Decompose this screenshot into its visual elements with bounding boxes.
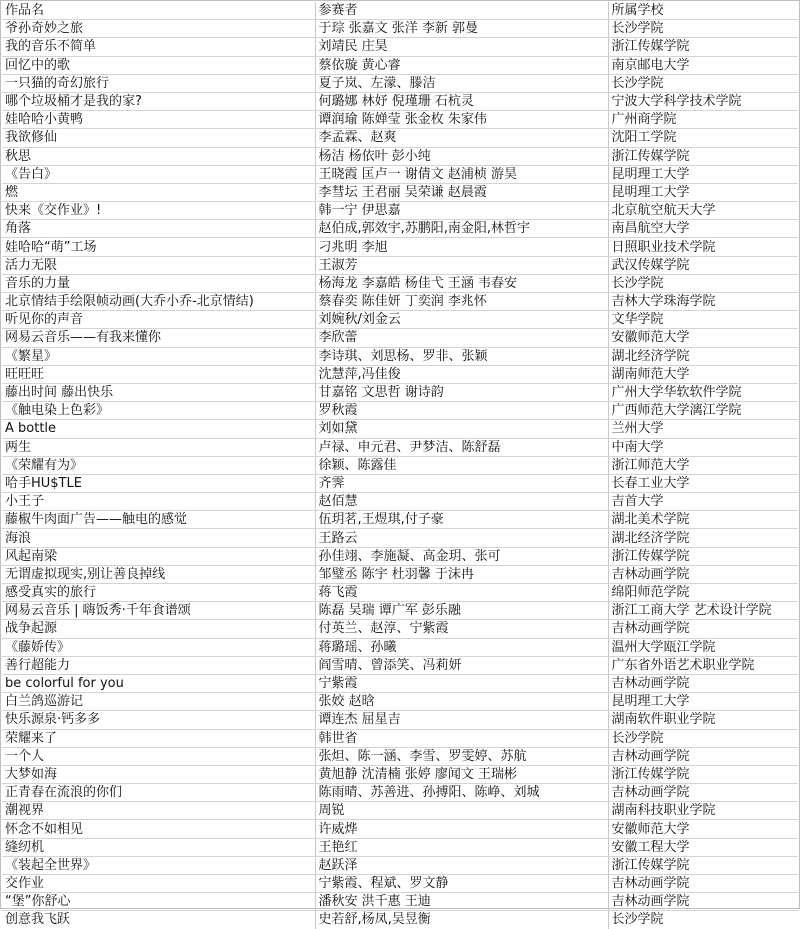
table-row (2, 875, 798, 893)
participants-cell: 史若舒,杨凤,吴昱衡 (315, 911, 608, 929)
participants-cell: 杨洁 杨依叶 彭小纯 (315, 147, 608, 165)
school-cell: 北京航空航天大学 (608, 202, 798, 220)
work-title-cell: 燃 (2, 183, 315, 201)
participants-cell: 刘如黛 (315, 420, 608, 438)
participants-cell: 沈慧萍,冯佳俊 (315, 365, 608, 383)
work-title-cell: 海浪 (2, 529, 315, 547)
work-title-cell: 网易云音乐——有我来懂你 (2, 329, 315, 347)
work-title-cell: 哪个垃圾桶才是我的家? (2, 92, 315, 110)
school-cell: 浙江传媒学院 (608, 856, 798, 874)
table-row (2, 456, 798, 474)
table-row (2, 584, 798, 602)
work-title-cell: 网易云音乐 | 嗨饭秀·千年食谱颂 (2, 602, 315, 620)
table-row (2, 438, 798, 456)
table-row (2, 620, 798, 638)
participants-cell: 韩世省 (315, 729, 608, 747)
header-participants: 参赛者 (315, 2, 608, 20)
participants-cell: 张炟、陈一涵、李雪、罗雯婷、苏航 (315, 747, 608, 765)
header-row (2, 2, 798, 20)
school-cell: 吉林动画学院 (608, 875, 798, 893)
participants-cell: 赵佰慧 (315, 493, 608, 511)
table-body (2, 20, 798, 929)
school-cell: 浙江师范大学 (608, 456, 798, 474)
work-title-cell: 旺旺旺 (2, 365, 315, 383)
work-title-cell: 感受真实的旅行 (2, 584, 315, 602)
work-title-cell: 哈手HU$TLE (2, 474, 315, 492)
participants-cell: 许威烨 (315, 820, 608, 838)
table-row (2, 693, 798, 711)
table-row (2, 474, 798, 492)
school-cell: 昆明理工大学 (608, 165, 798, 183)
school-cell: 沈阳工学院 (608, 129, 798, 147)
work-title-cell: A bottle (2, 420, 315, 438)
school-cell: 广州大学华软软件学院 (608, 383, 798, 401)
school-cell: 南京邮电大学 (608, 56, 798, 74)
participants-cell: 卢禄、申元君、尹梦洁、陈舒磊 (315, 438, 608, 456)
participants-cell: 宁紫霞、程斌、罗文静 (315, 875, 608, 893)
school-cell: 昆明理工大学 (608, 693, 798, 711)
work-title-cell: 战争起源 (2, 620, 315, 638)
participants-cell: 甘嘉铭 文思哲 谢诗韵 (315, 383, 608, 401)
table-row (2, 765, 798, 783)
table-row (2, 729, 798, 747)
participants-cell: 齐霁 (315, 474, 608, 492)
participants-cell: 李诗琪、刘思杨、罗非、张颖 (315, 347, 608, 365)
participants-cell: 罗秋霞 (315, 402, 608, 420)
work-title-cell: 爷孙奇妙之旅 (2, 20, 315, 38)
school-cell: 温州大学瓯江学院 (608, 638, 798, 656)
school-cell: 广西师范大学漓江学院 (608, 402, 798, 420)
school-cell: 湖南科技职业学院 (608, 802, 798, 820)
work-title-cell: 大梦如海 (2, 765, 315, 783)
table-row (2, 183, 798, 201)
table-row (2, 638, 798, 656)
participants-cell: 王路云 (315, 529, 608, 547)
table-row (2, 493, 798, 511)
school-cell: 吉林动画学院 (608, 784, 798, 802)
table-row (2, 820, 798, 838)
school-cell: 吉林动画学院 (608, 893, 798, 911)
work-title-cell: 《荣耀有为》 (2, 456, 315, 474)
school-cell: 兰州大学 (608, 420, 798, 438)
work-title-cell: 藤椒牛肉面广告——触电的感觉 (2, 511, 315, 529)
work-title-cell: “堡”你舒心 (2, 893, 315, 911)
participants-cell: 黄旭静 沈清楠 张婷 廖闻文 王瑞彬 (315, 765, 608, 783)
table-row (2, 365, 798, 383)
table-row (2, 856, 798, 874)
entries-table (2, 2, 798, 929)
work-title-cell: 一个人 (2, 747, 315, 765)
participants-cell: 陈雨晴、苏善进、孙搏阳、陈峥、刘城 (315, 784, 608, 802)
school-cell: 浙江传媒学院 (608, 147, 798, 165)
table-row (2, 656, 798, 674)
work-title-cell: 白兰鸽巡游记 (2, 693, 315, 711)
school-cell: 浙江传媒学院 (608, 38, 798, 56)
school-cell: 吉林大学珠海学院 (608, 293, 798, 311)
work-title-cell: 创意我飞跃 (2, 911, 315, 929)
participants-cell: 刘婉秋/刘金云 (315, 311, 608, 329)
work-title-cell: 善行超能力 (2, 656, 315, 674)
table-row (2, 293, 798, 311)
participants-cell: 潘秋安 洪千惠 王迪 (315, 893, 608, 911)
participants-cell: 赵伯成,郭效宇,苏鹏阳,南金阳,林哲宇 (315, 220, 608, 238)
school-cell: 武汉传媒学院 (608, 256, 798, 274)
school-cell: 湖北经济学院 (608, 347, 798, 365)
table-row (2, 74, 798, 92)
school-cell: 安徽工程大学 (608, 838, 798, 856)
work-title-cell: 《触电染上色彩》 (2, 402, 315, 420)
school-cell: 吉林动画学院 (608, 747, 798, 765)
header-work-title: 作品名 (2, 2, 315, 20)
work-title-cell: 一只猫的奇幻旅行 (2, 74, 315, 92)
school-cell: 湖南软件职业学院 (608, 711, 798, 729)
participants-cell: 刁兆明 李旭 (315, 238, 608, 256)
participants-cell: 蔡春奕 陈佳妍 丁奕润 李兆怀 (315, 293, 608, 311)
participants-cell: 韩一宁 伊思嘉 (315, 202, 608, 220)
table-row (2, 238, 798, 256)
school-cell: 中南大学 (608, 438, 798, 456)
table-row (2, 347, 798, 365)
participants-cell: 夏子岚、左濛、滕洁 (315, 74, 608, 92)
participants-cell: 伍玥茗,王煜琪,付子豪 (315, 511, 608, 529)
table-row (2, 784, 798, 802)
work-title-cell: 回忆中的歌 (2, 56, 315, 74)
participants-cell: 蒋璐瑶、孙曦 (315, 638, 608, 656)
table-row (2, 711, 798, 729)
participants-cell: 赵跃泽 (315, 856, 608, 874)
school-cell: 安徽师范大学 (608, 329, 798, 347)
table-row (2, 311, 798, 329)
work-title-cell: 怀念不如相见 (2, 820, 315, 838)
participants-cell: 邹璧丞 陈宇 杜羽馨 于沫冉 (315, 565, 608, 583)
school-cell: 长沙学院 (608, 20, 798, 38)
work-title-cell: 《装起全世界》 (2, 856, 315, 874)
participants-cell: 孙佳翊、李施凝、高金玥、张可 (315, 547, 608, 565)
work-title-cell: 娃哈哈小黄鸭 (2, 111, 315, 129)
school-cell: 吉林动画学院 (608, 674, 798, 692)
work-title-cell: 角落 (2, 220, 315, 238)
participants-cell: 刘靖民 庄昊 (315, 38, 608, 56)
school-cell: 吉首大学 (608, 493, 798, 511)
work-title-cell: 活力无限 (2, 256, 315, 274)
table-row (2, 674, 798, 692)
work-title-cell: 小王子 (2, 493, 315, 511)
work-title-cell: 藤出时间 藤出快乐 (2, 383, 315, 401)
participants-cell: 于琮 张嘉文 张洋 李新 郭曼 (315, 20, 608, 38)
participants-cell: 宁紫霞 (315, 674, 608, 692)
table-row (2, 547, 798, 565)
table-row (2, 802, 798, 820)
participants-cell: 杨海龙 李嘉皓 杨佳弋 王涵 韦春安 (315, 274, 608, 292)
table-row (2, 893, 798, 911)
school-cell: 长沙学院 (608, 274, 798, 292)
work-title-cell: 潮视界 (2, 802, 315, 820)
work-title-cell: 《告白》 (2, 165, 315, 183)
work-title-cell: 《藤娇传》 (2, 638, 315, 656)
work-title-cell: 我欲修仙 (2, 129, 315, 147)
participants-cell: 李欣蕾 (315, 329, 608, 347)
participants-cell: 付英兰、赵淳、宁紫霞 (315, 620, 608, 638)
participants-cell: 蔡依璇 黄心睿 (315, 56, 608, 74)
table-row (2, 565, 798, 583)
work-title-cell: 荣耀来了 (2, 729, 315, 747)
participants-cell: 王艳红 (315, 838, 608, 856)
participants-cell: 陈磊 吴瑞 谭广军 彭乐融 (315, 602, 608, 620)
participants-cell: 李孟霖、赵爽 (315, 129, 608, 147)
school-cell: 日照职业技术学院 (608, 238, 798, 256)
school-cell: 浙江传媒学院 (608, 765, 798, 783)
work-title-cell: 音乐的力量 (2, 274, 315, 292)
work-title-cell: 我的音乐不简单 (2, 38, 315, 56)
table-row (2, 329, 798, 347)
participants-cell: 徐颖、陈露佳 (315, 456, 608, 474)
work-title-cell: 快乐源泉·钙多多 (2, 711, 315, 729)
school-cell: 广东省外语艺术职业学院 (608, 656, 798, 674)
table-row (2, 383, 798, 401)
work-title-cell: 两生 (2, 438, 315, 456)
work-title-cell: 秋思 (2, 147, 315, 165)
school-cell: 广州商学院 (608, 111, 798, 129)
school-cell: 绵阳师范学院 (608, 584, 798, 602)
table-row (2, 602, 798, 620)
work-title-cell: be colorful for you (2, 674, 315, 692)
school-cell: 湖北美术学院 (608, 511, 798, 529)
participants-cell: 李彗坛 王君丽 吴荣谦 赵晨霞 (315, 183, 608, 201)
school-cell: 吉林动画学院 (608, 620, 798, 638)
participants-cell: 王晓霞 匡卢一 谢倩文 赵浦桢 游昊 (315, 165, 608, 183)
table-row (2, 147, 798, 165)
table-row (2, 202, 798, 220)
table-row (2, 256, 798, 274)
table-row (2, 56, 798, 74)
table-row (2, 165, 798, 183)
header-school: 所属学校 (608, 2, 798, 20)
work-title-cell: 北京情结手绘限帧动画(大乔小乔-北京情结) (2, 293, 315, 311)
school-cell: 湖南师范大学 (608, 365, 798, 383)
participants-cell: 蒋飞霞 (315, 584, 608, 602)
work-title-cell: 缝纫机 (2, 838, 315, 856)
work-title-cell: 交作业 (2, 875, 315, 893)
participants-cell: 谭润瑜 陈婵莹 张金枚 朱家伟 (315, 111, 608, 129)
work-title-cell: 正青春在流浪的你们 (2, 784, 315, 802)
table-row (2, 420, 798, 438)
school-cell: 浙江工商大学 艺术设计学院 (608, 602, 798, 620)
participants-cell: 谭连杰 屈星吉 (315, 711, 608, 729)
work-title-cell: 娃哈哈“萌”工场 (2, 238, 315, 256)
table-row (2, 529, 798, 547)
school-cell: 南昌航空大学 (608, 220, 798, 238)
participants-cell: 何璐娜 林妤 倪瑾珊 石杭灵 (315, 92, 608, 110)
work-title-cell: 《繁星》 (2, 347, 315, 365)
table-row (2, 220, 798, 238)
school-cell: 长春工业大学 (608, 474, 798, 492)
work-title-cell: 快来《交作业》! (2, 202, 315, 220)
work-title-cell: 无谓虚拟现实,别让善良掉线 (2, 565, 315, 583)
participants-cell: 张姣 赵晗 (315, 693, 608, 711)
participants-cell: 周锐 (315, 802, 608, 820)
school-cell: 湖北经济学院 (608, 529, 798, 547)
table-row (2, 38, 798, 56)
table-row (2, 838, 798, 856)
participants-cell: 王淑芳 (315, 256, 608, 274)
participants-cell: 阎雪晴、曾添笑、冯莉妍 (315, 656, 608, 674)
school-cell: 吉林动画学院 (608, 565, 798, 583)
table-row (2, 129, 798, 147)
table-row (2, 511, 798, 529)
table-row (2, 111, 798, 129)
school-cell: 安徽师范大学 (608, 820, 798, 838)
table-row (2, 92, 798, 110)
work-title-cell: 风起南梁 (2, 547, 315, 565)
school-cell: 宁波大学科学技术学院 (608, 92, 798, 110)
work-title-cell: 听见你的声音 (2, 311, 315, 329)
school-cell: 长沙学院 (608, 729, 798, 747)
table-row (2, 747, 798, 765)
school-cell: 长沙学院 (611, 912, 664, 928)
school-cell: 长沙学院 (608, 74, 798, 92)
school-cell: 文华学院 (608, 311, 798, 329)
table-row (2, 274, 798, 292)
school-cell: 浙江传媒学院 (608, 547, 798, 565)
table-row (2, 20, 798, 38)
school-cell: 昆明理工大学 (608, 183, 798, 201)
table-row (2, 911, 798, 929)
table-row (2, 402, 798, 420)
